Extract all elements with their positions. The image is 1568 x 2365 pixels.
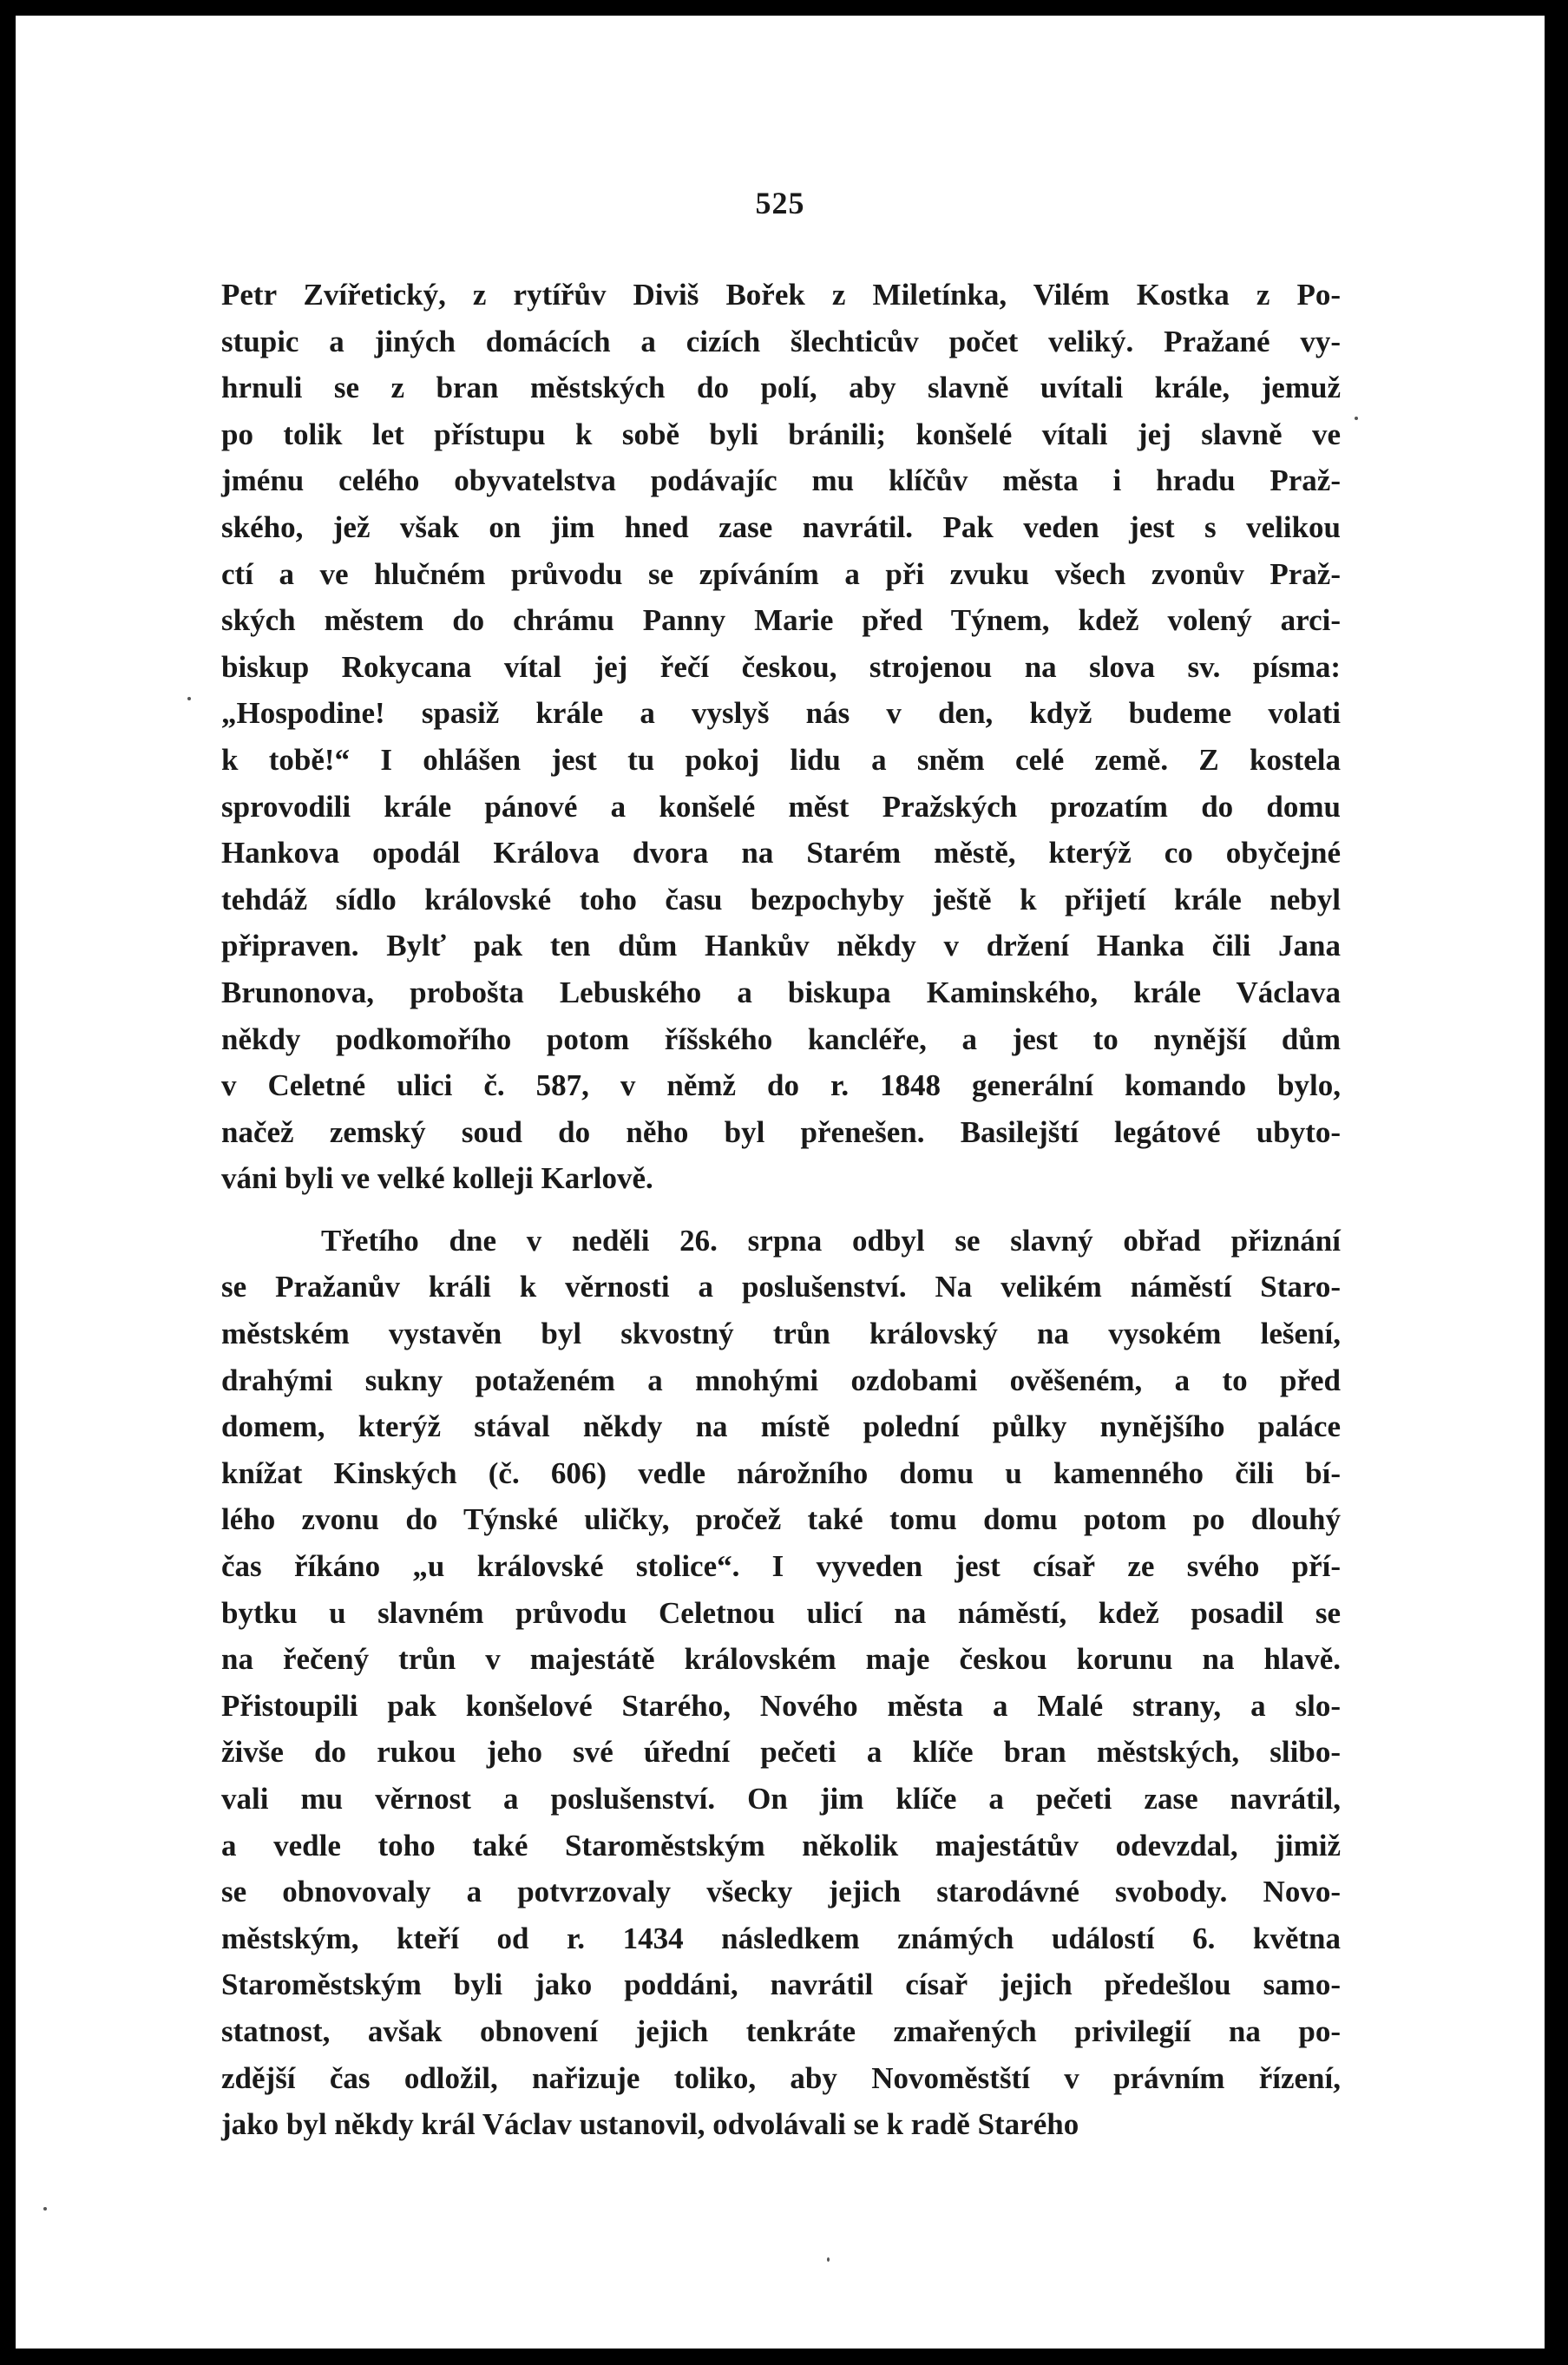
paragraph <box>221 272 1341 1202</box>
text-line: „Hospodine! spasiž krále a vyslyš nás v den, když budeme volati <box>221 696 1341 731</box>
text-line: někdy podkomořího potom říšského kancléře, a jest to nynější dům <box>221 1022 1341 1056</box>
text-line: lého zvonu do Týnské uličky, pročež také tomu domu potom po dlouhý <box>221 1502 1341 1537</box>
text-line: Hankova opodál Králova dvora na Starém městě, kterýž co obyčejné <box>221 836 1341 870</box>
text-line: bytku u slavném průvodu Celetnou ulicí na náměstí, kdež posadil se <box>221 1595 1341 1630</box>
text-line: vali mu věrnost a poslušenství. On jim klíče a pečeti zase navrátil, <box>221 1782 1341 1816</box>
text-line: statnost, avšak obnovení jejich tenkráte zmařených privilegií na po- <box>221 2014 1341 2048</box>
text-line: na řečený trůn v majestátě královském maje českou korunu na hlavě. <box>221 1642 1341 1677</box>
text-line: se Pražanův králi k věrnosti a poslušenství. Na velikém náměstí Staro- <box>221 1270 1341 1304</box>
text-line: stupic a jiných domácích a cizích šlechticův počet veliký. Pražané vy- <box>221 324 1341 358</box>
scan-speck <box>827 2257 830 2262</box>
text-line: ských městem do chrámu Panny Marie před Týnem, kdež volený arci- <box>221 603 1341 638</box>
text-line: ského, jež však on jim hned zase navrátil. Pak veden jest s velikou <box>221 509 1341 544</box>
text-line: živše do rukou jeho své úřední pečeti a klíče bran městských, slibo- <box>221 1735 1341 1770</box>
text-line: jménu celého obyvatelstva podávajíc mu klíčův města i hradu Praž- <box>221 463 1341 498</box>
body-text <box>221 272 1341 2148</box>
paragraph-gap <box>221 1202 1341 1218</box>
text-line: sprovodili krále pánové a konšelé měst Pražských prozatím do domu <box>221 789 1341 824</box>
text-line: ctí a ve hlučném průvodu se zpíváním a při zvuku všech zvonův Praž- <box>221 556 1341 591</box>
page-number: 525 <box>755 186 805 220</box>
text-line: městským, kteří od r. 1434 následkem známých událostí 6. května <box>221 1921 1341 1955</box>
paragraph <box>221 1218 1341 2148</box>
text-line: Brunonova, probošta Lebuského a biskupa Kaminského, krále Václava <box>221 975 1341 1009</box>
scan-speck <box>1355 417 1358 420</box>
text-line: domem, kterýž stával někdy na místě polední půlky nynějšího paláce <box>221 1409 1341 1444</box>
text-line: Přistoupili pak konšelové Starého, Nového města a Malé strany, a slo- <box>221 1688 1341 1723</box>
text-line: knížat Kinských (č. 606) vedle nárožního domu u kamenného čili bí- <box>221 1455 1341 1490</box>
text-line: drahými sukny potaženém a mnohými ozdobami ověšeném, a to před <box>221 1363 1341 1397</box>
text-line: po tolik let přístupu k sobě byli bránili; konšelé vítali jej slavně ve <box>221 417 1341 451</box>
text-line: tehdáž sídlo královské toho času bezpochyby ještě k přijetí krále nebyl <box>221 882 1341 916</box>
text-line: hrnuli se z bran městských do polí, aby slavně uvítali krále, jemuž <box>221 371 1341 405</box>
text-line: načež zemský soud do něho byl přenešen. Basilejští legátové ubyto- <box>221 1114 1341 1149</box>
text-line: připraven. Bylť pak ten dům Hankův někdy v držení Hanka čili Jana <box>221 929 1341 963</box>
text-line: městském vystavěn byl skvostný trůn královský na vysokém lešení, <box>221 1317 1341 1351</box>
text-line: Třetího dne v neděli 26. srpna odbyl se slavný obřad přiznání <box>321 1223 1341 1258</box>
text-line: se obnovovaly a potvrzovaly všecky jejich starodávné svobody. Novo- <box>221 1875 1341 1909</box>
book-page <box>16 16 1545 2349</box>
text-line: v Celetné ulici č. 587, v němž do r. 1848 generální komando bylo, <box>221 1068 1341 1103</box>
text-line: k tobě!“ I ohlášen jest tu pokoj lidu a sněm celé země. Z kostela <box>221 742 1341 777</box>
text-line: biskup Rokycana vítal jej řečí českou, strojenou na slova sv. písma: <box>221 649 1341 684</box>
text-line: čas říkáno „u královské stolice“. I vyveden jest císař ze svého pří- <box>221 1549 1341 1584</box>
text-line: Petr Zvířetický, z rytířův Diviš Bořek z Miletínka, Vilém Kostka z Po- <box>221 278 1341 312</box>
scan-speck <box>43 2207 47 2211</box>
text-line: zdější čas odložil, nařizuje toliko, aby Novoměstští v právním řízení, <box>221 2060 1341 2095</box>
scan-speck <box>187 697 191 700</box>
text-line: váni byli ve velké kolleji Karlově. <box>221 1161 653 1196</box>
text-line: Staroměstským byli jako poddáni, navrátil císař jejich předešlou samo- <box>221 1968 1341 2002</box>
text-line: a vedle toho také Staroměstským několik majestátův odevzdal, jimiž <box>221 1828 1341 1862</box>
text-line: jako byl někdy král Václav ustanovil, odvolávali se k radě Starého <box>221 2107 1079 2142</box>
